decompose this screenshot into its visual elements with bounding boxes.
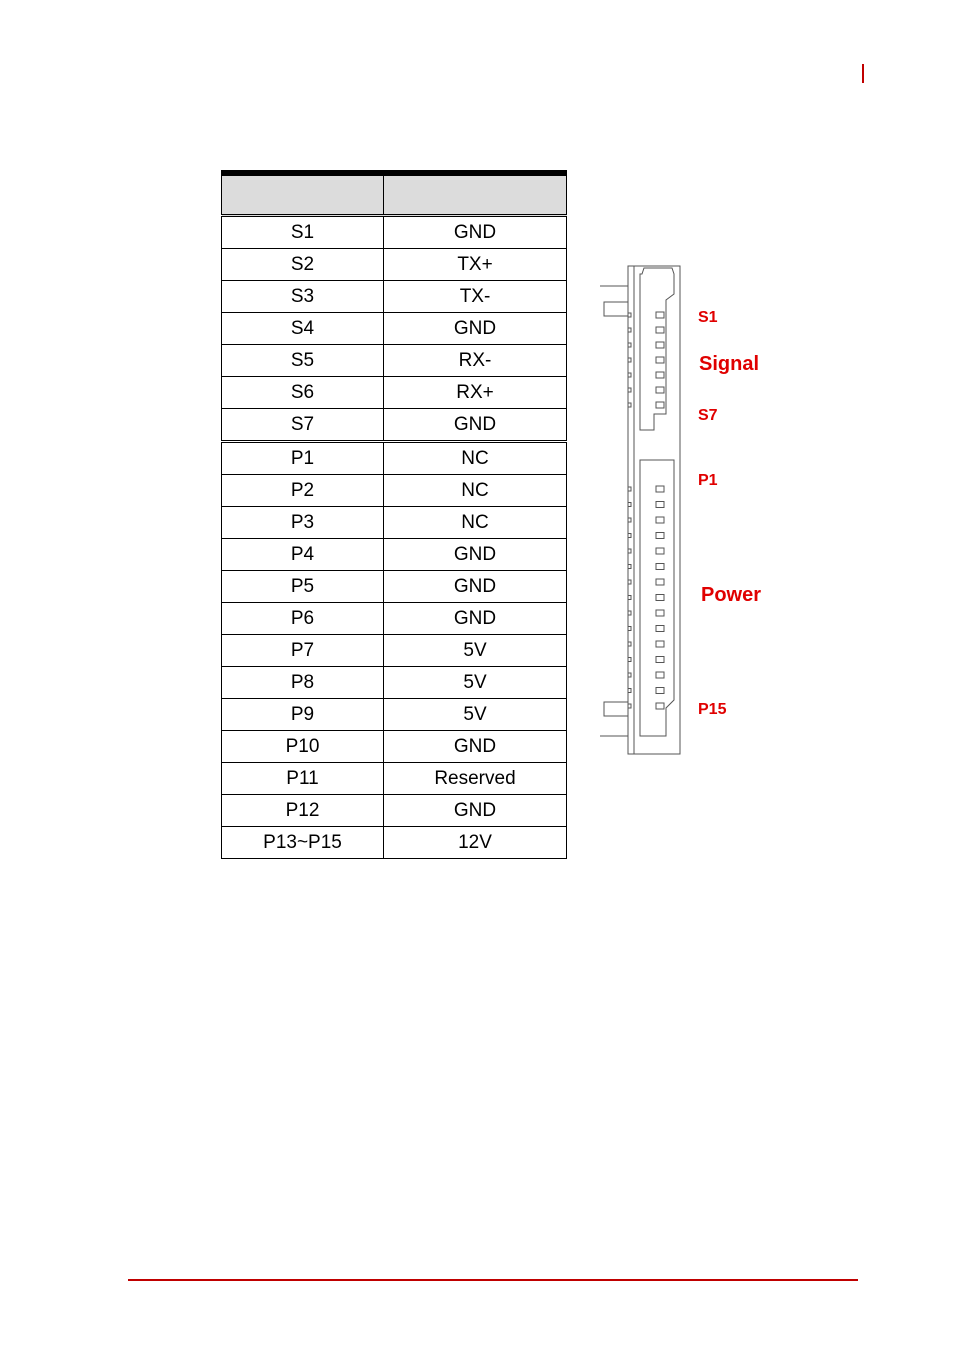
footer-rule <box>128 1279 858 1281</box>
power-pin-mark <box>656 672 664 678</box>
pin-cell: P11 <box>222 763 384 795</box>
latch-bottom <box>604 702 628 716</box>
signal-cell: GND <box>384 731 567 763</box>
signal-pin-lead <box>628 343 631 347</box>
power-pin-mark <box>656 688 664 694</box>
signal-cell: RX+ <box>384 377 567 409</box>
signal-slot <box>640 268 674 430</box>
table-row <box>222 249 567 281</box>
signal-pin-lead <box>628 358 631 362</box>
signal-pin-mark <box>656 327 664 333</box>
power-pin-lead <box>628 549 631 553</box>
power-pin-mark <box>656 579 664 585</box>
signal-pin-lead <box>628 403 631 407</box>
power-pin-lead <box>628 704 631 708</box>
pin-cell: S4 <box>222 313 384 345</box>
power-pin-lead <box>628 503 631 507</box>
signal-cell: GND <box>384 539 567 571</box>
power-pin-mark <box>656 626 664 632</box>
power-pin-mark <box>656 548 664 554</box>
table-row <box>222 539 567 571</box>
sata-pin-table <box>221 170 567 859</box>
pin-cell: P6 <box>222 603 384 635</box>
power-pin-mark <box>656 610 664 616</box>
table-row <box>222 635 567 667</box>
power-pin-mark <box>656 486 664 492</box>
power-pin-mark <box>656 641 664 647</box>
pin-cell: P2 <box>222 475 384 507</box>
label-s1: S1 <box>698 309 718 326</box>
pin-cell: P10 <box>222 731 384 763</box>
power-pin-mark <box>656 703 664 709</box>
signal-cell: GND <box>384 603 567 635</box>
latch-top <box>604 302 628 316</box>
table-row <box>222 281 567 313</box>
power-pin-lead <box>628 658 631 662</box>
power-pin-mark <box>656 595 664 601</box>
signal-cell: NC <box>384 507 567 539</box>
header-cell-signal <box>384 173 567 216</box>
sata-connector-diagram <box>596 264 696 758</box>
pin-cell: P8 <box>222 667 384 699</box>
table-row <box>222 603 567 635</box>
table-row <box>222 667 567 699</box>
power-pin-lead <box>628 487 631 491</box>
signal-pin-lead <box>628 388 631 392</box>
table-row <box>222 377 567 409</box>
table-row <box>222 763 567 795</box>
power-pin-lead <box>628 596 631 600</box>
signal-cell: 12V <box>384 827 567 859</box>
signal-pin-lead <box>628 313 631 317</box>
signal-pin-mark <box>656 387 664 393</box>
table-row <box>222 731 567 763</box>
pin-cell: S6 <box>222 377 384 409</box>
label-signal: Signal <box>699 353 760 375</box>
power-pin-lead <box>628 518 631 522</box>
label-p1: P1 <box>698 472 718 489</box>
signal-pin-mark <box>656 342 664 348</box>
signal-cell: NC <box>384 442 567 475</box>
label-p15: P15 <box>698 701 727 718</box>
pin-cell: P7 <box>222 635 384 667</box>
table-header-row <box>222 173 567 216</box>
table-row <box>222 475 567 507</box>
power-pin-lead <box>628 689 631 693</box>
table-row <box>222 345 567 377</box>
pin-cell: P9 <box>222 699 384 731</box>
power-pin-mark <box>656 517 664 523</box>
signal-cell: GND <box>384 409 567 442</box>
signal-pin-mark <box>656 402 664 408</box>
header-accent-mark <box>862 64 864 83</box>
power-pin-mark <box>656 502 664 508</box>
pin-cell: S5 <box>222 345 384 377</box>
power-pin-lead <box>628 611 631 615</box>
power-pin-lead <box>628 627 631 631</box>
pin-cell: S3 <box>222 281 384 313</box>
label-s7: S7 <box>698 407 718 424</box>
power-pin-lead <box>628 673 631 677</box>
signal-cell: 5V <box>384 699 567 731</box>
table-row <box>222 699 567 731</box>
power-pin-lead <box>628 565 631 569</box>
pin-cell: P13~P15 <box>222 827 384 859</box>
signal-cell: 5V <box>384 635 567 667</box>
signal-cell: 5V <box>384 667 567 699</box>
signal-cell: Reserved <box>384 763 567 795</box>
power-pin-mark <box>656 657 664 663</box>
signal-pin-mark <box>656 312 664 318</box>
signal-cell: GND <box>384 216 567 249</box>
pin-cell: P5 <box>222 571 384 603</box>
signal-cell: TX- <box>384 281 567 313</box>
signal-cell: GND <box>384 571 567 603</box>
signal-cell: TX+ <box>384 249 567 281</box>
pin-cell: P12 <box>222 795 384 827</box>
label-power: Power <box>701 584 762 606</box>
connector-body <box>628 266 680 754</box>
power-pin-lead <box>628 534 631 538</box>
table-row <box>222 507 567 539</box>
signal-pin-mark <box>656 372 664 378</box>
signal-pin-lead <box>628 328 631 332</box>
table-row <box>222 442 567 475</box>
pin-cell: P4 <box>222 539 384 571</box>
header-cell-pin <box>222 173 384 216</box>
table-row <box>222 409 567 442</box>
pin-cell: P1 <box>222 442 384 475</box>
table-row <box>222 795 567 827</box>
power-pin-lead <box>628 580 631 584</box>
table-row <box>222 313 567 345</box>
table-row <box>222 827 567 859</box>
power-pin-mark <box>656 533 664 539</box>
table-row <box>222 216 567 249</box>
table-row <box>222 571 567 603</box>
power-pin-mark <box>656 564 664 570</box>
signal-cell: GND <box>384 795 567 827</box>
table-body <box>222 216 567 859</box>
pin-cell: S7 <box>222 409 384 442</box>
pin-cell: S1 <box>222 216 384 249</box>
signal-cell: GND <box>384 313 567 345</box>
pin-cell: P3 <box>222 507 384 539</box>
signal-pin-lead <box>628 373 631 377</box>
signal-pin-mark <box>656 357 664 363</box>
signal-cell: RX- <box>384 345 567 377</box>
pin-cell: S2 <box>222 249 384 281</box>
power-pin-lead <box>628 642 631 646</box>
signal-cell: NC <box>384 475 567 507</box>
